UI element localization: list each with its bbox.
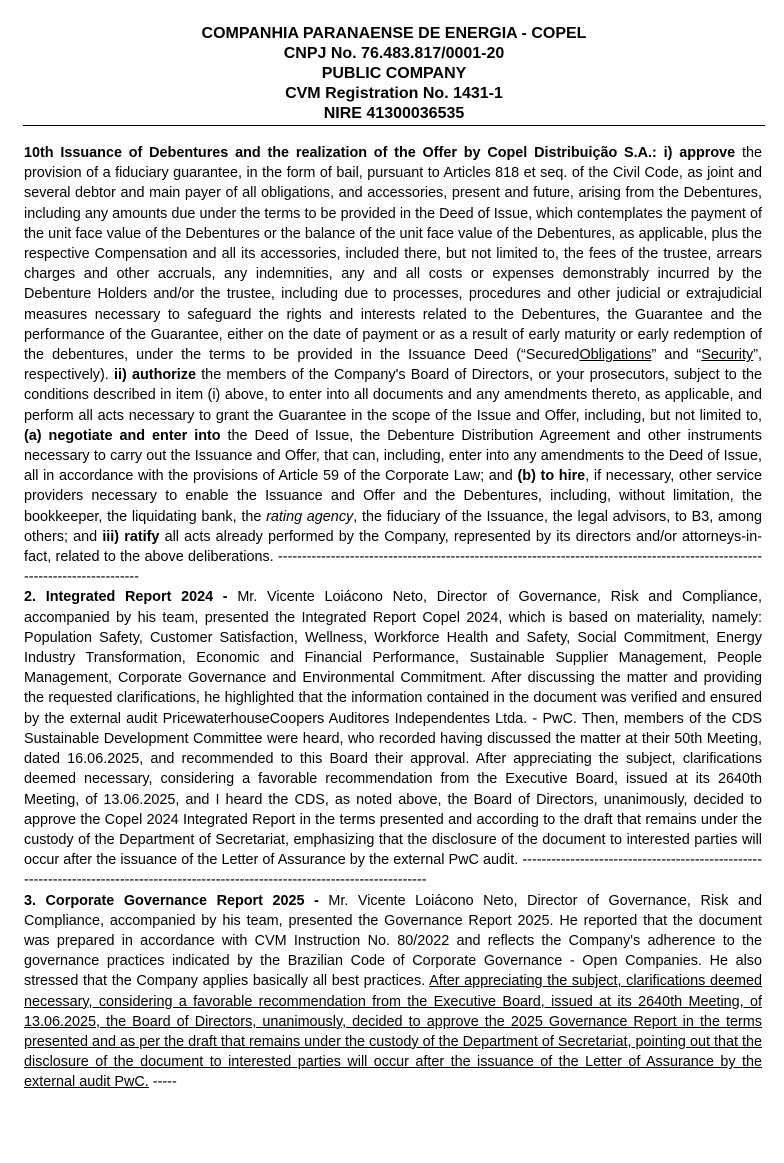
item-debentures-text-3: ”, respectively). <box>24 347 762 384</box>
item-governance-report-title: 3. Corporate Governance Report 2025 - <box>24 892 319 909</box>
item-debentures-text-4: the members of the Company's Board of Directors, or your prosecutors, subject to the conditions described in item (i) above, to enter into all documents and any amendments thereto, as applicable, and perform all acts necessary to grant the Guarantee in the scope of the Issue and Offer, including, but not limited to, <box>24 367 762 424</box>
item-governance-report-text: Mr. Vicente Loiácono Neto, Director of Governance, Risk and Compliance, accompanied by his team, presented the Governance Report 2025. He reported that the document was prepared in accordance with CVM Instruction No. 80/2022 and reflects the Company's adherence to the governance practices indicated by the Brazilian Code of Corporate Governance - Open Companies. He also stressed that the Company applies basically all best practices. <box>24 892 762 990</box>
separator-dashes: ----- <box>152 1074 177 1091</box>
item-integrated-report <box>24 587 762 890</box>
company-type: PUBLIC COMPANY <box>321 65 467 82</box>
item-integrated-report-text: Mr. Vicente Loiácono Neto, Director of Governance, Risk and Compliance, accompanied by his team, presented the Integrated Report Copel 2024, which is based on materiality, namely: Population Safety, Customer Satisfaction, Wellness, Workforce Health and Safety, Social Commitment, Energy Industry Transformation, Economic and Financial Performance, Sustainable Supplier Management, People Management, Corporate Governance and Environmental Commitment. After discussing the matter and providing the requested clarifications, he highlighted that the information contained in the document was verified and ensured by the external audit PricewaterhouseCoopers Auditores Independentes Ltda. - PwC. Then, members of the CDS Sustainable Development Committee were heard, who recorded having discussed the matter at their 50th Meeting, dated 16.06.2025, and recommended to this Board their approval. After appreciating the subject, clarifications deemed necessary, considering a favorable recommendation from the Executive Board, issued at its 2640th Meeting, of 13.06.2025, and I heard the CDS, as noted above, the Board of Directors, unanimously, decided to approve the Copel 2024 Integrated Report in the terms presented and according to the draft that remains under the custody of the Department of Secretariat, emphasizing that the disclosure of the document to interested parties will occur after the issuance of the Letter of Assurance by the external PwC audit. <box>24 589 763 869</box>
rating-agency-term: rating agency <box>266 508 354 525</box>
item-debentures-text-2: ” and “ <box>651 347 702 364</box>
obligations-term: Obligations <box>579 347 652 364</box>
item-integrated-report-title: 2. Integrated Report 2024 - <box>24 589 228 606</box>
item-governance-report-resolution: After appreciating the subject, clarifications deemed necessary, considering a favorable recommendation from the Executive Board, issued at its 2640th Meeting, of 13.06.2025, the Board of Directors, unanimously, decided to approve the 2025 Governance Report in the terms presented and as per the draft that remains under the custody of the Department of Secretariat, pointing out that the disclosure of the document to interested parties will occur after the issuance of the Letter of Assurance by the external audit PwC. <box>24 973 762 1091</box>
hire-label: (b) to hire <box>517 468 586 485</box>
item-debentures-text-5: the Deed of Issue, the Debenture Distribution Agreement and other instruments necessary to carry out the Issuance and Offer, that can, including, enter into any amendments to the Deed of Issue, all in accordance with the provisions of Article 59 of the Corporate Law; and <box>24 427 762 485</box>
separator-dashes: ----------------------------------------------------------------------------------------------------------------------------- <box>24 549 763 586</box>
item-debentures-text-7: , the fiduciary of the Issuance, the legal advisors, to B3, among others; and <box>24 508 762 545</box>
item-debentures-text-8: all acts already performed by the Company, represented by its directors and/or attorneys-in-fact, related to the above deliberations. <box>24 528 762 566</box>
cvm-registration: CVM Registration No. 1431-1 <box>285 85 503 102</box>
document-header <box>24 24 764 124</box>
ratify-label: iii) ratify <box>102 528 160 545</box>
company-name: COMPANHIA PARANAENSE DE ENERGIA - COPEL <box>201 25 587 42</box>
document-body <box>24 143 762 1093</box>
separator-dashes: -------------------------------------------------------------------------------------------------------------------------------------- <box>24 852 762 889</box>
item-debentures <box>24 143 762 587</box>
item-debentures-title: 10th Issuance of Debentures and the realization of the Offer by Copel Distribuição S.A.: <box>24 145 657 161</box>
authorize-label: ii) authorize <box>114 367 196 384</box>
approve-label: i) approve <box>663 145 736 161</box>
cnpj-number: CNPJ No. 76.483.817/0001-20 <box>283 45 505 62</box>
nire-number: NIRE 41300036535 <box>323 105 465 122</box>
security-term: Security <box>701 347 754 364</box>
negotiate-label: (a) negotiate and enter into <box>24 427 221 444</box>
item-governance-report <box>24 891 762 1093</box>
item-debentures-text-1: the provision of a fiduciary guarantee, in the form of bail, pursuant to Articles 818 et seq. of the Civil Code, as joint and several debtor and main payer of all obligations, and accessories, present and future, arising from the Debentures, including any amounts due under the terms to be provided in the Deed of Issue, which contemplates the payment of the unit face value of the Debentures or the balance of the unit face value of the Debentures, as applicable, plus the respective Compensation and all its accessories, included there, but not limited to, the fees of the trustee, arrears charges and other accruals, any indemnities, any and all costs or expenses demonstrably incurred by the Debenture Holders and/or the trustee, including due to processes, procedures and other judicial or extrajudicial measures necessary to safeguard the rights and interests related to the Debentures, the Guarantee and the performance of the Guarantee, either on the date of payment or as a result of early maturity or early redemption of the debentures, under the terms to be provided in the Issuance Deed (“Secured <box>24 145 762 364</box>
item-debentures-text-6: , if necessary, other service providers necessary to enable the Issuance and Offer and the Debentures, including, without limitation, the bookkeeper, the liquidating bank, the <box>24 468 763 525</box>
header-divider <box>23 125 765 126</box>
